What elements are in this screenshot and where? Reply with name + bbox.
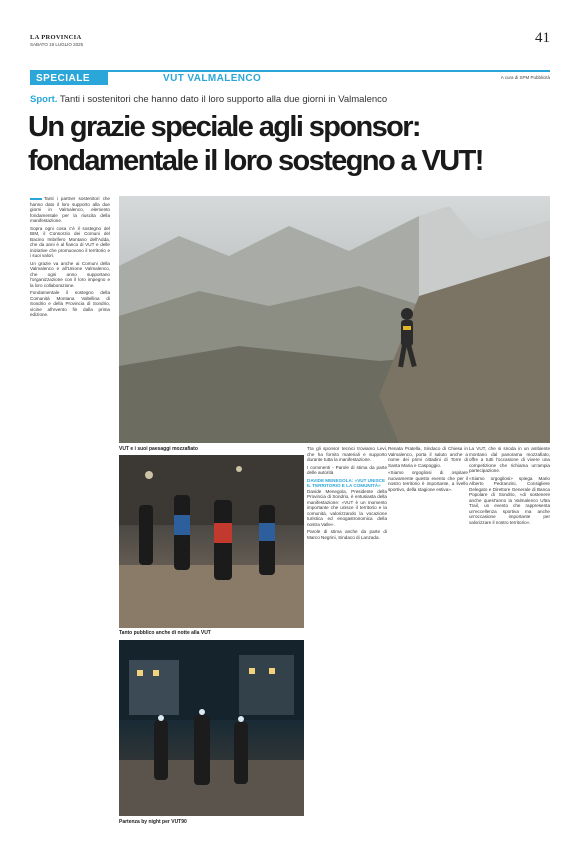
article-paragraph: I commenti - Parole di stima da parte delle autorità [307, 464, 387, 475]
article-paragraph: Fondamentale il sostegno della Comunità Montana Valtellina di Sondrio e della Provincia di Sondrio, vicine all'evento fin dalla prima edizione. [30, 290, 110, 317]
article-column-c [469, 446, 550, 821]
section-tag: SPECIALE [30, 72, 108, 85]
photo-caption: VUT e i suoi paesaggi mozzafiato [119, 446, 198, 452]
article-paragraph: Parole di stima anche da parte di Marco Negrini, Sindaco di Lanzada. [307, 529, 387, 540]
article-column-left [30, 196, 110, 820]
article-paragraph: «Siamo orgogliosi di ospitare nuovamente questo evento che per il nostro territorio è importante, a livello sportivo, della stagione estiva». [388, 470, 468, 492]
article-paragraph: Davide Menegola, Presidente della Provincia di Sondrio, è entusiasta della manifestazione: «VUT è un momento importante che unisce il territorio e la comunità, valorizzando la vocazione turistica ed enogastronomica della nostra Valle». [307, 488, 387, 527]
headline-line-2: fondamentale il loro sostegno a VUT! [28, 145, 483, 177]
article-paragraph: Tra gli sponsor tecnici troviamo Levi, che ha fornito materiali e supporto durante tutta la manifestazione. [307, 446, 387, 462]
section-bar [30, 70, 550, 85]
article-paragraph: La VUT, che si snoda in un ambiente montano dal panorama mozzafiato, offre a tutti l'occasione di vivere una competizione che richiama un'ampia partecipazione. [469, 446, 550, 473]
night-runners-crowd-photo [119, 455, 304, 628]
article-paragraph: Un grazie va anche ai Comuni della Valmalenco e all'Unione Valmalenco, che ogni anno supportano l'organizzazione con il loro impegno e la loro collaborazione. [30, 260, 110, 288]
article-paragraph: Tanti i partner sostenitori che hanno dato il loro supporto alla due giorni in Valmalenco, elemento fondamentale per la riuscita della manifestazione. [30, 196, 110, 223]
photo-night-crowd [119, 455, 304, 628]
newspaper-name: LA PROVINCIA [30, 34, 82, 41]
photo-mountain-runner [119, 196, 550, 443]
article-column-b [388, 446, 468, 821]
section-name: VUT VALMALENCO [163, 73, 262, 84]
night-start-runners-photo [119, 640, 304, 816]
photo-caption: Tanto pubblico anche di notte alla VUT [119, 630, 211, 636]
photo-night-start [119, 640, 304, 816]
kicker-lead: Sport. [30, 94, 58, 105]
article-paragraph: Sopra ogni cosa c'è il sostegno del BIM, il Consorzio dei Comuni del Bacino Imbrifero Montano dell'Adda, che da anni è al fianco di VUT e delle iniziative che promuovono il territorio e i suoi valori. [30, 225, 110, 258]
issue-date: SABATO 19 LUGLIO 2025 [30, 42, 84, 47]
headline-line-1: Un grazie speciale agli sponsor: [28, 111, 420, 143]
article-paragraph: «Siamo orgogliosi» spiega Mario Alberto Pedranzini, Consigliere Delegato e Direttore Generale di Banca Popolare di Sondrio, «di sostenere anche quest'anno la Valmalenco Ultra Trail, un evento che rappresenta un'eccellenza sportiva ma anche un'occasione importante per valorizzare il nostro territorio». [469, 475, 550, 525]
article-column-a [307, 446, 387, 821]
kicker [30, 94, 550, 105]
article-paragraph: Renata Pratella, Sindaco di Chiesa in Valmalenco, porta il saluto anche a nome dei primi cittadini di Torre di Santa Maria e Caspoggio. [388, 446, 468, 468]
page-number: 41 [535, 30, 550, 46]
headline [28, 110, 558, 178]
lead-rule [30, 198, 42, 200]
article-subheading: DAVIDE MENEGOLA: «VUT UNISCE IL TERRITORIO E LA COMUNITÀ» [307, 477, 386, 488]
kicker-text: Tanti i sostenitori che hanno dato il loro supporto alla due giorni in Valmalenco [59, 94, 388, 105]
section-credit: A cura di SPM Pubblicità [500, 75, 550, 80]
photo-caption: Partenza by night per VUT90 [119, 819, 187, 825]
mountain-runner-trail-photo [119, 196, 550, 443]
